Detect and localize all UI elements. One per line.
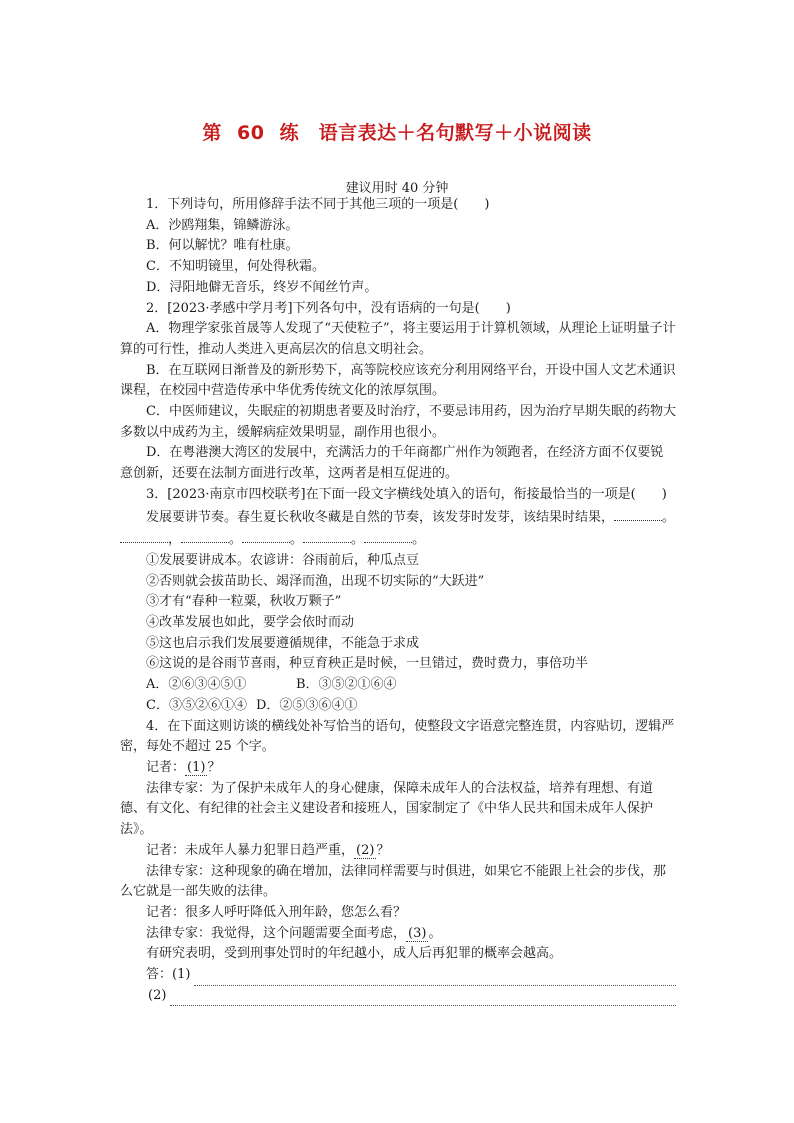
q4-line-7: 有研究表明，受到刑事处罚时的年纪越小，成人后再犯罪的概率会越高。: [146, 946, 563, 962]
q4-line-6-text: 法律专家：我觉得，这个问题需要全面考虑，: [146, 925, 407, 941]
q4-line-6: [120, 924, 676, 945]
q4-blank-1[interactable]: (1): [187, 759, 206, 775]
q3-option-c: C．③⑤②⑥①④: [146, 697, 247, 713]
q3-item-6: ⑥这说的是谷雨节喜雨，种豆育秧正是时候，一旦错过，费时费力，事倍功半: [146, 656, 589, 672]
q4-line-1: [120, 758, 676, 779]
q3-item-3: ③才有“春种一粒粟，秋收万颗子”: [146, 594, 342, 610]
q3-sep-5: 。: [351, 532, 365, 548]
q3-blank-5[interactable]: [303, 528, 351, 543]
q3-item-1: ①发展要讲成本。农谚讲：谷雨前后，种瓜点豆: [146, 552, 420, 568]
q3-item-4: ④改革发展也如此，要学会依时而动: [146, 615, 355, 631]
q1-option-d: D．浔阳地僻无音乐，终岁不闻丝竹声。: [146, 279, 378, 295]
q3-options-row1: [120, 675, 676, 696]
q3-passage-text: 发展要讲节奏。春生夏长秋收冬藏是自然的节奏，该发芽时发芽，该结果时结: [146, 509, 589, 525]
answer-line-2[interactable]: [170, 990, 676, 1006]
q4-line-3-text: 记者：未成年人暴力犯罪日趋严重，: [146, 842, 355, 858]
q2-option-d: D．在粤港澳大湾区的发展中，充满活力的千年商都广州作为领跑者，在经济方面不仅要锐意创新，还要在法制方面进行改革，这两者是相互促进的。: [120, 445, 664, 482]
q3-option-d: D．②⑤③⑥④①: [256, 697, 358, 713]
q4-speaker-reporter: 记者：: [146, 759, 186, 775]
q1-option-a: A．沙鸥翔集，锦鳞游泳。: [146, 217, 299, 233]
q3-sep-2: ，: [168, 532, 182, 548]
q3-item-5: ⑤这也启示我们发展要遵循规律，不能急于求成: [146, 635, 420, 651]
q3-blank-2[interactable]: [120, 528, 168, 543]
q3-passage: [120, 506, 676, 551]
q4-stem: 4．在下面这则访谈的横线处补写恰当的语句，使整段文字语意完整连贯，内容贴切，逻辑严密，每处不超过 25 个字。: [120, 718, 675, 755]
q4-line-1-end: ？: [207, 759, 221, 775]
q4-line-3: [120, 841, 676, 862]
q3-blank-3[interactable]: [181, 528, 229, 543]
q1-stem: 1．下列诗句，所用修辞手法不同于其他三项的一项是( ): [146, 197, 490, 212]
q3-option-b: B．③⑤②①⑥④: [296, 677, 397, 693]
q3-passage-start: 果，: [588, 509, 615, 525]
q4-blank-3[interactable]: (3): [408, 925, 427, 941]
q3-options-row2: [120, 696, 676, 717]
q2-option-c: C．中医师建议，失眠症的初期患者要及时治疗，不要忌讳用药，因为治疗早期失眠的药物大多数以中成药为主，缓解病症效果明显，副作用也很小。: [120, 404, 676, 440]
time-suggestion: 建议用时 40 分钟: [345, 181, 449, 196]
q4-line-3-end: ？: [376, 842, 390, 858]
q3-option-a: A．②⑥③④⑤①: [146, 677, 247, 693]
q4-blank-2[interactable]: (2): [356, 842, 375, 858]
q3-blank-1[interactable]: [614, 506, 662, 521]
q3-sep-4: 。: [290, 532, 304, 548]
q4-line-6-end: 。: [428, 925, 442, 941]
q2-option-a: A．物理学家张首晟等人发现了“天使粒子”，将主要运用于计算机领域，从理论上证明量子计算的可行性，推动人类进入更高层次的信息文明社会。: [120, 321, 676, 357]
q3-blank-6[interactable]: [364, 528, 412, 543]
question-body: [120, 195, 676, 1006]
answer-label-1: 答：(1): [146, 967, 191, 983]
answer-row-2: [120, 986, 676, 1007]
page-title: 第 60 练 语言表达＋名句默写＋小说阅读: [202, 122, 592, 144]
q3-sep-1: 。: [662, 509, 676, 525]
q3-item-2: ②否则就会拔苗助长、竭泽而渔，出现不切实际的“大跃进”: [146, 573, 485, 589]
q1-option-c: C．不知明镜里，何处得秋霜。: [146, 259, 325, 275]
answer-line-1[interactable]: [194, 970, 676, 986]
q4-line-2: 法律专家：为了保护未成年人的身心健康，保障未成年人的合法权益，培养有理想、有道德、有文化、有纪律的社会主义建设者和接班人，国家制定了《中华人民共和国未成年人保护法》。: [120, 780, 654, 838]
answer-row-1: [120, 965, 676, 986]
q2-stem: 2．[2023·孝感中学月考]下列各句中，没有语病的一句是( ): [146, 300, 511, 316]
q3-blank-4[interactable]: [242, 528, 290, 543]
q1-option-b: B．何以解忧？唯有杜康。: [146, 238, 299, 254]
q3-sep-6: 。: [412, 532, 426, 548]
answer-label-2: (2): [148, 987, 167, 1003]
q4-line-4: 法律专家：这种现象的确在增加，法律同样需要与时俱进，如果它不能跟上社会的步伐，那么它就是一部失败的法律。: [120, 863, 667, 900]
q4-line-5: 记者：很多人呼吁降低入刑年龄，您怎么看？: [146, 904, 407, 920]
q3-sep-3: 。: [229, 532, 243, 548]
q3-stem: 3．[2023·南京市四校联考]在下面一段文字横线处填入的语句，衔接最恰当的一项是( ): [146, 486, 667, 502]
q2-option-b: B．在互联网日渐普及的新形势下，高等院校应该充分利用网络平台，开设中国人文艺术通识课程，在校园中营造传承中华优秀传统文化的浓厚氛围。: [120, 362, 676, 399]
